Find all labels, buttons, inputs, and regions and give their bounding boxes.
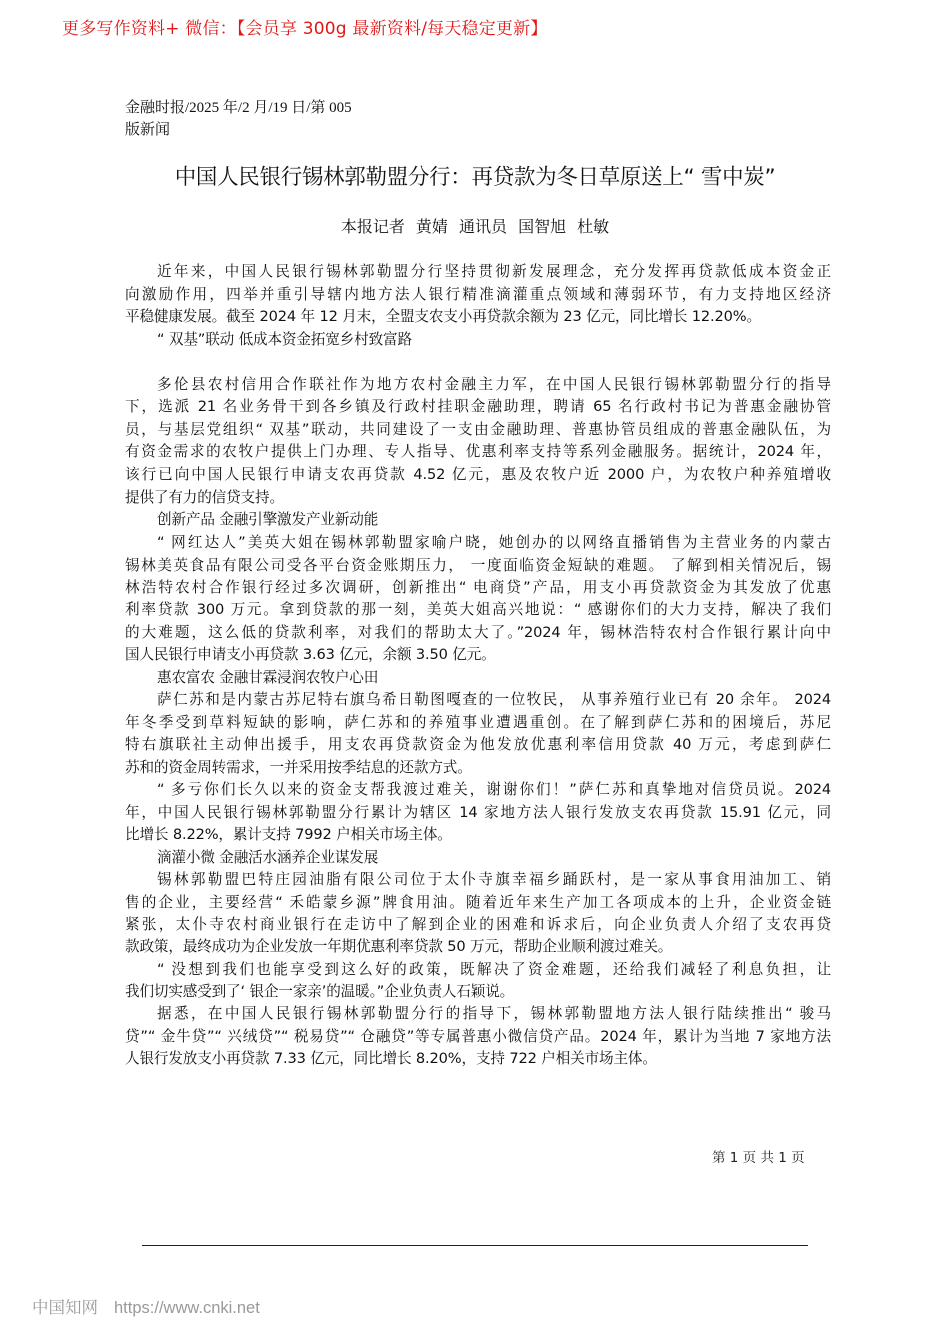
body-line: 比增长 8.22%，累计支持 7992 户相关市场主体。 [125, 826, 452, 843]
promo-banner: 更多写作资料+ 微信：【会员享 300g 最新资料/每天稳定更新】 [62, 19, 548, 39]
body-line: 林浩特农村合作银行经过多次调研，创新推出“ 电商贷”产品，用支小再贷款资金为其发放了优惠 [125, 579, 831, 596]
source-line-2: 版新闻 [125, 122, 171, 138]
body-line: 平稳健康发展。截至 2024 年 12 月末，全盟支农支小再贷款余额为 23 亿元，同比增长 12.20%。 [125, 308, 761, 325]
section-heading: 创新产品 金融引擎激发产业新动能 [157, 511, 379, 528]
body-line: 据悉，在中国人民银行锡林郭勒盟分行的指导下，锡林郭勒盟地方法人银行陆续推出“ 骏马 [157, 1005, 831, 1022]
body-line: 年，中国人民银行锡林郭勒盟分行累计为辖区 14 家地方法人银行发放支农再贷款 15.91 亿元，同 [125, 804, 831, 821]
cnki-footer [32, 1294, 260, 1318]
body-line: 提供了有力的信贷支持。 [125, 489, 284, 506]
body-line: 款政策，最终成功为企业发放一年期优惠利率贷款 50 万元，帮助企业顺利渡过难关。 [125, 938, 673, 955]
source-line-1: 金融时报/2025 年/2 月/19 日/第 005 [125, 100, 352, 116]
footer-brand: 中国知网 [32, 1298, 98, 1317]
body-line: “ 没想到我们也能享受到这么好的政策，既解决了资金难题，还给我们减轻了利息负担，让 [157, 961, 831, 978]
body-line: 锡林郭勒盟巴特庄园油脂有限公司位于太仆寺旗幸福乡踊跃村，是一家从事食用油加工、销 [157, 871, 831, 888]
body-line: 向激励作用，四举并重引导辖内地方法人银行精准滴灌重点领域和薄弱环节，有力支持地区经济 [125, 286, 831, 303]
body-line: 下，选派 21 名业务骨干到各乡镇及行政村挂职金融助理，聘请 65 名行政村书记为普惠金融协管 [125, 398, 831, 415]
body-line: 贷”“ 金牛贷”“ 兴绒贷”“ 税易贷”“ 仓融贷”等专属普惠小微信贷产品。2024 年，累计为当地 7 家地方法 [125, 1028, 831, 1045]
body-line: 近年来，中国人民银行锡林郭勒盟分行坚持贯彻新发展理念，充分发挥再贷款低成本资金正 [157, 263, 831, 280]
body-line: 有资金需求的农牧户提供上门办理、专人指导、优惠利率支持等系列金融服务。据统计，2024 年， [125, 443, 831, 460]
body-line: 利率贷款 300 万元。拿到贷款的那一刻，美英大姐高兴地说：“ 感谢你们的大力支持，解决了我们 [125, 601, 831, 618]
body-line: “ 多亏你们长久以来的资金支帮我渡过难关，谢谢你们！”萨仁苏和真挚地对信贷员说。2024 [157, 781, 831, 798]
footer-url[interactable]: https://www.cnki.net [114, 1299, 260, 1317]
body-line: “ 网红达人”美英大姐在锡林郭勒盟家喻户晓，她创办的以网络直播销售为主营业务的内蒙古 [157, 534, 831, 551]
body-line: 锡林美英食品有限公司受各平台资金账期压力， 一度面临资金短缺的难题。 了解到相关情况后，锡 [125, 557, 831, 574]
page-indicator: 第 1 页 共 1 页 [712, 1150, 805, 1166]
body-line: 人银行发放支小再贷款 7.33 亿元，同比增长 8.20%，支持 722 户相关市场主体。 [125, 1050, 657, 1067]
body-line: 国人民银行申请支小再贷款 3.63 亿元，余额 3.50 亿元。 [125, 646, 496, 663]
body-line: 萨仁苏和是内蒙古苏尼特右旗乌希日勒图嘎查的一位牧民， 从事养殖行业已有 20 余年。 2024 [157, 691, 831, 708]
body-line: 特右旗联社主动伸出援手，用支农再贷款资金为他发放优惠利率信用贷款 40 万元，考虑到萨仁 [125, 736, 831, 753]
section-heading: 滴灌小微 金融活水涵养企业谋发展 [157, 849, 379, 866]
article-byline: 本报记者 黄婧 通讯员 国智旭 杜敏 [340, 217, 610, 236]
section-heading: 惠农富农 金融甘霖浸润农牧户心田 [157, 669, 379, 686]
body-line: 我们切实感受到了‘ 银企一家亲’的温暖。”企业负责人石颖说。 [125, 983, 515, 1000]
body-line: 售的企业，主要经营“ 禾皓蒙乡源”牌食用油。随着近年来生产加工各项成本的上升，企业资金链 [125, 894, 831, 911]
body-line: 年冬季受到草料短缺的影响，萨仁苏和的养殖事业遭遇重创。在了解到萨仁苏和的困境后，苏尼 [125, 714, 831, 731]
footer-divider [142, 1245, 808, 1246]
body-line: 多伦县农村信用合作联社作为地方农村金融主力军，在中国人民银行锡林郭勒盟分行的指导 [157, 376, 831, 393]
article-title: 中国人民银行锡林郭勒盟分行：再贷款为冬日草原送上“ 雪中炭” [174, 165, 776, 190]
body-line: 该行已向中国人民银行申请支农再贷款 4.52 亿元，惠及农牧户近 2000 户，为农牧户种养殖增收 [125, 466, 831, 483]
body-line: 苏和的资金周转需求，一并采用按季结息的还款方式。 [125, 759, 472, 776]
body-line: 紧张，太仆寺农村商业银行在走访中了解到企业的困难和诉求后，向企业负责人介绍了支农再贷 [125, 916, 831, 933]
section-heading: “ 双基”联动 低成本资金拓宽乡村致富路 [157, 331, 412, 348]
body-line: 员，与基层党组织“ 双基”联动，共同建设了一支由金融助理、普惠协管员组成的普惠金融队伍，为 [125, 421, 831, 438]
body-line: 的大难题，这么低的贷款利率，对我们的帮助太大了。”2024 年，锡林浩特农村合作银行累计向中 [125, 624, 831, 641]
